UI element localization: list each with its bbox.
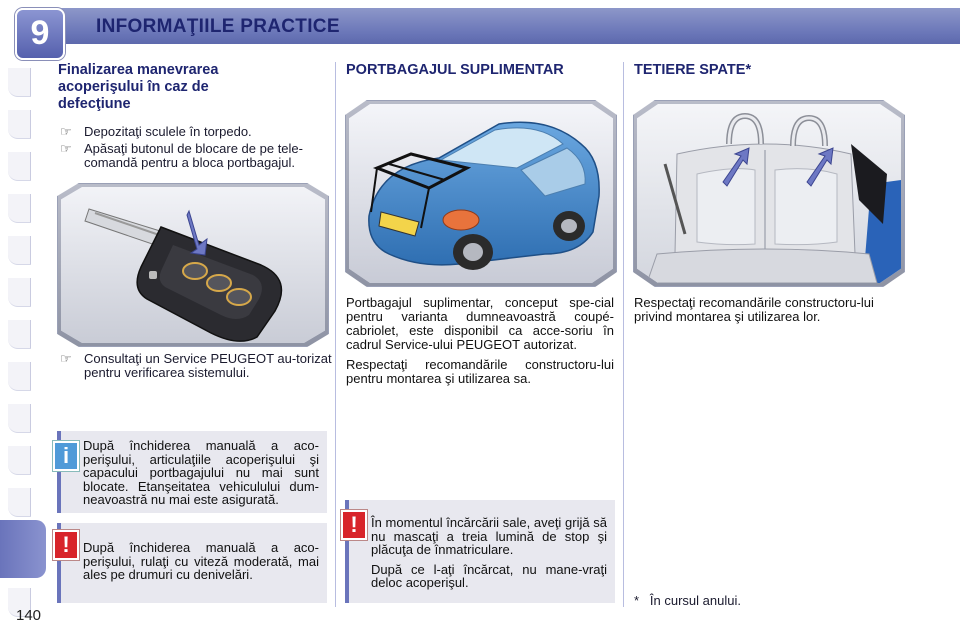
bullet-item (58, 125, 328, 139)
column-extra-rack (346, 62, 614, 79)
chapter-number-badge: 9 (15, 8, 65, 60)
column-roof-fault (58, 62, 328, 170)
bullet-text: Depozitaţi sculele în torpedo. (84, 124, 252, 139)
chapter-tab[interactable] (8, 362, 31, 391)
warning-note-line: După ce l-aţi încărcat, nu mane-vraţi deloc acoperişul. (371, 561, 607, 590)
hand-pointer-icon: ☞ (60, 351, 72, 366)
chapter-tab[interactable] (8, 488, 31, 517)
column-divider (623, 62, 624, 607)
info-icon: i (53, 441, 79, 471)
warning-note (345, 500, 615, 603)
hand-pointer-icon: ☞ (60, 124, 72, 139)
column-divider (335, 62, 336, 607)
info-note (57, 431, 327, 513)
bullet-item (58, 142, 328, 170)
chapter-title: INFORMAŢIILE PRACTICE (96, 16, 340, 37)
bullet-text: Consultaţi un Service PEUGEOT au-torizat pentru verificarea sistemului. (84, 351, 332, 380)
warning-note-text: După închiderea manuală a aco-perişului, rulaţi cu viteză moderată, mai ales pe drumuri cu denivelări. (83, 540, 319, 582)
headrest-description (634, 296, 902, 324)
section-heading: Finalizarea manevrarea acoperişului în caz de defecţiune (58, 62, 219, 112)
page-header (0, 0, 960, 62)
key-illustration (57, 183, 329, 347)
paragraph: Portbagajul suplimentar, conceput spe-cial pentru varianta dumneavoastră coupé-cabriolet, este disponibil ca acce-soriu în cadrul Service-ului PEUGEOT autorizat. (346, 295, 614, 352)
paragraph: Respectaţi recomandările constructoru-lui privind montarea şi utilizarea lor. (634, 295, 874, 324)
chapter-tab[interactable] (8, 110, 31, 139)
info-note-text: După închiderea manuală a aco-perişului, articulaţiile acoperişului şi capacului portbagajului nu mai sunt blocate. Etanşeitatea vehiculului dum-neavoastră nu mai este asigurată. (83, 438, 319, 507)
warning-note (57, 523, 327, 603)
section-heading: TETIERE SPATE* (634, 62, 752, 78)
hand-pointer-icon: ☞ (60, 141, 72, 156)
remote-key-drawing (61, 187, 325, 343)
rack-description (346, 296, 614, 386)
chapter-tab[interactable] (8, 68, 31, 97)
chapter-tab[interactable] (8, 404, 31, 433)
car-rack-illustration (345, 100, 617, 287)
warning-icon: ! (341, 510, 367, 540)
warning-note-text (371, 516, 607, 590)
headrest-illustration (633, 100, 905, 287)
chapter-tab[interactable] (8, 446, 31, 475)
chapter-tab[interactable] (8, 278, 31, 307)
car-with-rack-drawing (349, 104, 613, 283)
warning-note-line: În momentul încărcării sale, aveţi grijă să nu mascaţi a treia lumină de stop şi plăcuţa de înmatriculare. (371, 515, 607, 557)
footnote-text: În cursul anului. (649, 593, 741, 608)
chapter-tab-active[interactable] (0, 520, 46, 578)
column-rear-headrests (634, 62, 902, 79)
page-number: 140 (16, 607, 42, 624)
bullet-text: Apăsaţi butonul de blocare de pe tele-comandă pentru a bloca portbagajul. (84, 141, 303, 170)
chapter-tab[interactable] (8, 320, 31, 349)
footnote-marker: * (634, 593, 640, 608)
chapter-tabs (0, 62, 32, 582)
warning-icon: ! (53, 530, 79, 560)
rear-seat-headrests-drawing (637, 104, 901, 283)
paragraph: Respectaţi recomandările constructoru-lui pentru montarea şi utilizarea sa. (346, 357, 614, 386)
section-heading: PORTBAGAJUL SUPLIMENTAR (346, 62, 564, 78)
bullet-item (58, 352, 352, 380)
chapter-tab[interactable] (8, 236, 31, 265)
chapter-tab[interactable] (8, 194, 31, 223)
footnote (634, 593, 741, 608)
chapter-tab[interactable] (8, 152, 31, 181)
